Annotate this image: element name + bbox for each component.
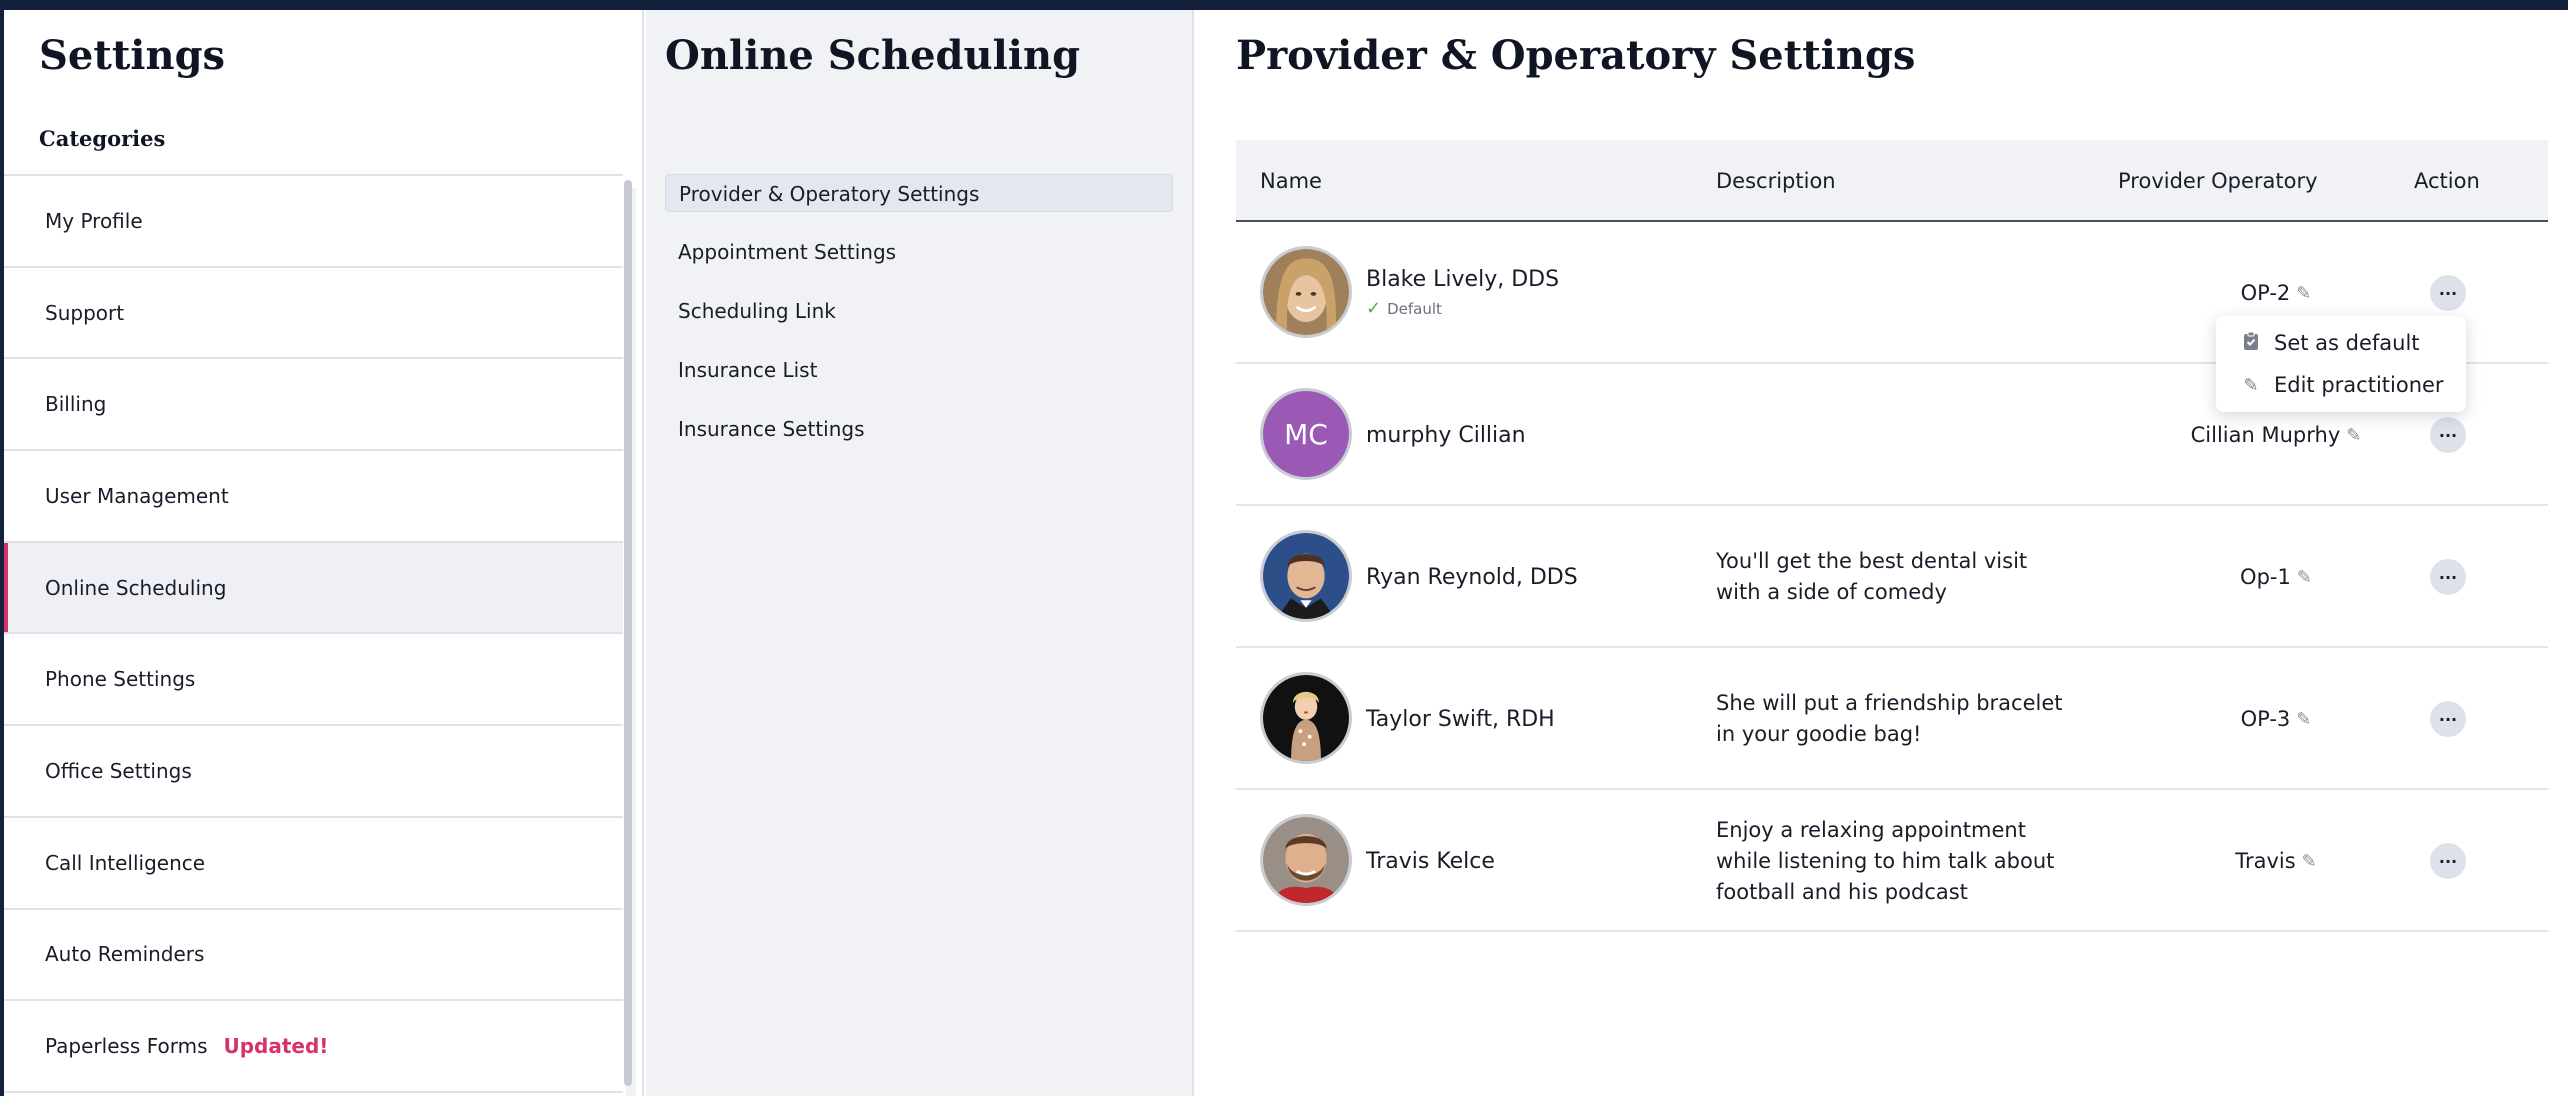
- menu-insurance-list[interactable]: Insurance List: [678, 358, 818, 382]
- provider-description: Enjoy a relaxing appointment while listening to him talk about football and his podcast: [1716, 817, 2055, 904]
- avatar: [1260, 814, 1352, 906]
- operatory-value: Travis: [2235, 849, 2296, 873]
- avatar: [1260, 530, 1352, 622]
- provider-settings-panel: [1196, 10, 2568, 1096]
- online-scheduling-title: Online Scheduling: [665, 32, 1081, 79]
- check-icon: ✓: [1366, 298, 1382, 319]
- provider-operatory[interactable]: [2096, 648, 2456, 790]
- provider-name: Taylor Swift, RDH: [1366, 706, 1555, 732]
- menu-scheduling-link[interactable]: Scheduling Link: [678, 299, 836, 323]
- avatar: [1260, 672, 1352, 764]
- categories-label: Categories: [39, 126, 166, 151]
- settings-title: Settings: [39, 32, 226, 79]
- more-actions-button[interactable]: ···: [2430, 417, 2466, 453]
- menu-item-label: Set as default: [2274, 331, 2420, 355]
- column-header-description: Description: [1716, 169, 1836, 193]
- operatory-value: Op-1: [2240, 565, 2291, 589]
- category-phone-settings[interactable]: [4, 634, 623, 726]
- provider-table: [1236, 140, 2548, 932]
- table-row: [1236, 648, 2548, 790]
- provider-description: You'll get the best dental visit with a side of comedy: [1716, 549, 2028, 604]
- pencil-icon[interactable]: ✎: [2296, 708, 2312, 730]
- menu-appointment-settings[interactable]: Appointment Settings: [678, 240, 897, 264]
- pencil-icon[interactable]: ✎: [2296, 282, 2312, 304]
- provider-operatory[interactable]: [2096, 790, 2456, 932]
- provider-operatory[interactable]: [2096, 506, 2456, 648]
- menu-item-label: Edit practitioner: [2274, 373, 2444, 397]
- provider-description: [1716, 364, 2076, 506]
- table-row: [1236, 790, 2548, 932]
- menu-insurance-settings[interactable]: Insurance Settings: [678, 417, 865, 441]
- default-tag: [1366, 298, 1559, 319]
- column-header-action: Action: [2414, 169, 2480, 193]
- avatar: MC: [1260, 388, 1352, 480]
- provider-name: Travis Kelce: [1366, 848, 1495, 874]
- provider-name: Blake Lively, DDS: [1366, 267, 1560, 292]
- clipboard-check-icon: [2240, 331, 2262, 356]
- table-row: [1236, 506, 2548, 648]
- avatar: [1260, 246, 1352, 338]
- top-bar: [0, 0, 2568, 10]
- category-call-intelligence[interactable]: [4, 818, 623, 910]
- page-title: Provider & Operatory Settings: [1236, 32, 1916, 79]
- category-my-profile[interactable]: [4, 176, 623, 268]
- row-actions-menu: [2216, 316, 2466, 412]
- pencil-icon[interactable]: ✎: [2346, 424, 2362, 446]
- more-actions-button[interactable]: ···: [2430, 843, 2466, 879]
- column-header-name: Name: [1260, 169, 1322, 193]
- table-header: [1236, 140, 2548, 222]
- operatory-value: OP-3: [2240, 707, 2291, 731]
- default-label: Default: [1387, 299, 1442, 318]
- more-actions-button[interactable]: ···: [2430, 275, 2466, 311]
- category-billing[interactable]: [4, 359, 623, 451]
- edit-practitioner-menu-item[interactable]: [2216, 364, 2466, 406]
- category-support[interactable]: [4, 268, 623, 360]
- provider-description: She will put a friendship bracelet in your goodie bag!: [1716, 691, 2063, 746]
- updated-badge: Updated!: [223, 1034, 329, 1059]
- more-actions-button[interactable]: ···: [2430, 701, 2466, 737]
- category-label: Billing: [45, 392, 107, 417]
- more-actions-button[interactable]: ···: [2430, 559, 2466, 595]
- category-label: Phone Settings: [45, 667, 196, 692]
- category-online-scheduling[interactable]: [4, 543, 623, 635]
- operatory-value: Cillian Muprhy: [2190, 423, 2341, 447]
- pencil-icon[interactable]: ✎: [2296, 566, 2312, 588]
- category-auto-reminders[interactable]: [4, 910, 623, 1002]
- provider-name: Ryan Reynold, DDS: [1366, 564, 1578, 590]
- category-label: Auto Reminders: [45, 942, 205, 967]
- category-label: User Management: [45, 483, 229, 508]
- category-label: Paperless Forms: [45, 1034, 208, 1059]
- scheduling-menu: [665, 174, 1173, 469]
- category-list: [4, 174, 623, 1093]
- category-label: My Profile: [45, 208, 143, 233]
- category-label: Support: [45, 300, 125, 325]
- category-scrollbar-thumb[interactable]: [624, 180, 632, 1086]
- provider-name: murphy Cillian: [1366, 422, 1526, 448]
- column-header-operatory: Provider Operatory: [2118, 169, 2318, 193]
- category-office-settings[interactable]: [4, 726, 623, 818]
- online-scheduling-panel: [646, 10, 1194, 1096]
- menu-provider-operatory-settings[interactable]: Provider & Operatory Settings: [665, 174, 1173, 212]
- provider-description: [1716, 222, 2076, 364]
- category-label: Online Scheduling: [45, 575, 227, 600]
- operatory-value: OP-2: [2240, 281, 2291, 305]
- set-as-default-menu-item[interactable]: [2216, 322, 2466, 364]
- pencil-icon[interactable]: ✎: [2301, 850, 2317, 872]
- settings-panel: [4, 10, 644, 1096]
- category-user-management[interactable]: [4, 451, 623, 543]
- category-label: Call Intelligence: [45, 850, 206, 875]
- pencil-icon: ✎: [2243, 374, 2259, 396]
- category-label: Office Settings: [45, 758, 192, 783]
- category-paperless-forms[interactable]: [4, 1001, 623, 1093]
